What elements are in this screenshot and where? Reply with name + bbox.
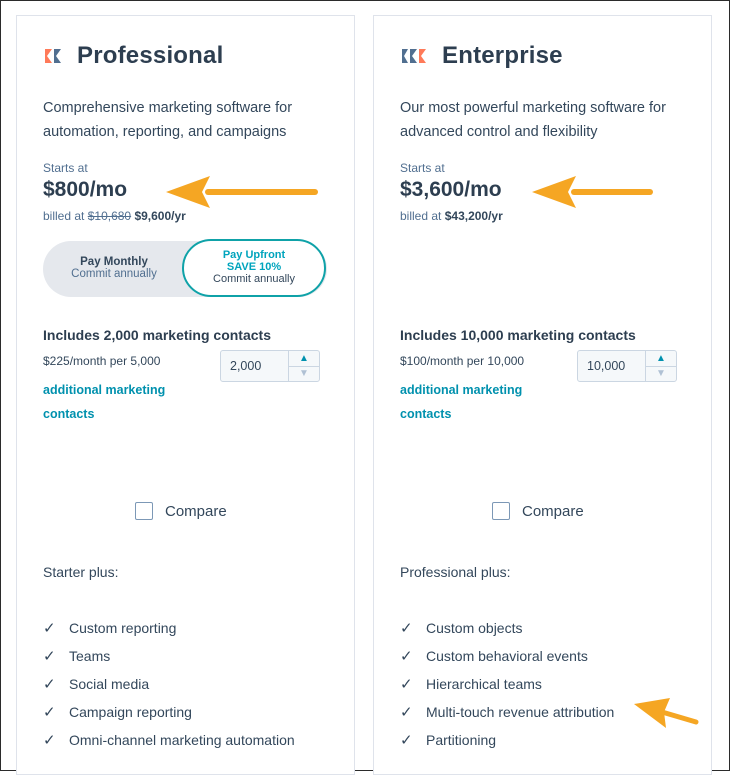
compare-checkbox[interactable] — [135, 502, 153, 520]
feature-label: Custom objects — [426, 620, 523, 636]
plan-price: $800/mo — [43, 178, 128, 201]
feature-label: Teams — [69, 648, 111, 664]
check-icon: ✓ — [400, 704, 413, 721]
pay-monthly-sub: Commit annually — [71, 268, 157, 280]
pay-upfront-sub: Commit annually — [213, 273, 295, 285]
professional-plan-card — [16, 15, 355, 775]
check-icon: ✓ — [43, 648, 56, 665]
contacts-value[interactable]: 2,000 — [230, 359, 262, 373]
annotation-arrow-icon — [630, 694, 702, 734]
compare-control[interactable] — [492, 502, 584, 520]
feature-item — [400, 670, 614, 698]
compare-label: Compare — [165, 502, 227, 520]
plan-description: Our most powerful marketing software for advanced control and flexibility — [400, 100, 666, 140]
professional-logo-icon — [43, 47, 65, 65]
check-icon: ✓ — [43, 676, 56, 693]
pay-upfront-option[interactable] — [182, 239, 326, 297]
pay-upfront-label: Pay Upfront — [222, 249, 286, 261]
feature-item — [43, 698, 295, 726]
annotation-arrow-icon — [528, 172, 656, 212]
compare-label: Compare — [522, 502, 584, 520]
feature-item — [400, 698, 614, 726]
feature-item — [43, 642, 295, 670]
billed-discounted-price: $9,600/yr — [134, 209, 186, 223]
billed-prefix: billed at — [43, 209, 85, 223]
check-icon: ✓ — [400, 648, 413, 665]
feature-label: Campaign reporting — [69, 704, 192, 720]
save-badge: SAVE 10% — [226, 261, 282, 273]
features-heading: Starter plus: — [43, 564, 119, 580]
contacts-stepper[interactable] — [577, 350, 677, 382]
chevron-up-icon[interactable]: ▲ — [289, 351, 319, 367]
included-contacts: Includes 10,000 marketing contacts — [400, 327, 636, 343]
check-icon: ✓ — [400, 676, 413, 693]
feature-list — [400, 614, 614, 754]
feature-item — [400, 642, 614, 670]
plan-title: Enterprise — [442, 42, 563, 69]
plan-price: $3,600/mo — [400, 178, 502, 201]
billed-prefix: billed at — [400, 209, 442, 223]
stepper-arrows — [645, 351, 676, 381]
feature-label: Partitioning — [426, 732, 497, 748]
plan-header — [400, 42, 563, 70]
feature-item — [400, 726, 614, 754]
billed-price: $43,200/yr — [444, 209, 503, 223]
pay-monthly-label: Pay Monthly — [80, 256, 148, 268]
feature-label: Social media — [69, 676, 150, 692]
chevron-down-icon[interactable]: ▼ — [299, 368, 309, 379]
additional-contacts-link[interactable]: additional marketing contacts — [43, 383, 166, 421]
feature-item — [43, 726, 295, 754]
chevron-up-icon[interactable]: ▲ — [646, 351, 676, 367]
feature-label: Omni-channel marketing automation — [69, 732, 295, 748]
included-contacts: Includes 2,000 marketing contacts — [43, 327, 271, 343]
feature-label: Hierarchical teams — [426, 676, 542, 692]
contacts-stepper[interactable] — [220, 350, 320, 382]
additional-contacts-link[interactable]: additional marketing contacts — [400, 383, 523, 421]
compare-control[interactable] — [135, 502, 227, 520]
contacts-value[interactable]: 10,000 — [587, 359, 626, 373]
billed-original-price: $10,680 — [87, 209, 132, 223]
annotation-arrow-icon — [160, 172, 320, 212]
check-icon: ✓ — [43, 732, 56, 749]
billed-amount — [400, 209, 503, 223]
plan-title: Professional — [77, 42, 224, 69]
pay-monthly-option[interactable] — [43, 241, 185, 297]
check-icon: ✓ — [43, 704, 56, 721]
feature-label: Custom reporting — [69, 620, 177, 636]
compare-checkbox[interactable] — [492, 502, 510, 520]
check-icon: ✓ — [43, 620, 56, 637]
features-heading: Professional plus: — [400, 564, 511, 580]
check-icon: ✓ — [400, 732, 413, 749]
feature-label: Multi-touch revenue attribution — [426, 704, 615, 720]
plan-header — [43, 42, 223, 70]
contact-rate: $225/month per 5,000 — [43, 354, 161, 368]
billing-toggle — [43, 241, 327, 297]
contact-rate: $100/month per 10,000 — [400, 354, 525, 368]
starts-at-label: Starts at — [400, 161, 445, 175]
chevron-down-icon[interactable]: ▼ — [656, 368, 666, 379]
starts-at-label: Starts at — [43, 161, 88, 175]
plan-description: Comprehensive marketing software for automation, reporting, and campaigns — [43, 100, 293, 140]
feature-item — [400, 614, 614, 642]
enterprise-plan-card — [373, 15, 712, 775]
stepper-arrows — [288, 351, 319, 381]
feature-item — [43, 614, 295, 642]
feature-item — [43, 670, 295, 698]
feature-label: Custom behavioral events — [426, 648, 588, 664]
enterprise-logo-icon — [400, 47, 430, 65]
check-icon: ✓ — [400, 620, 413, 637]
feature-list — [43, 614, 295, 754]
